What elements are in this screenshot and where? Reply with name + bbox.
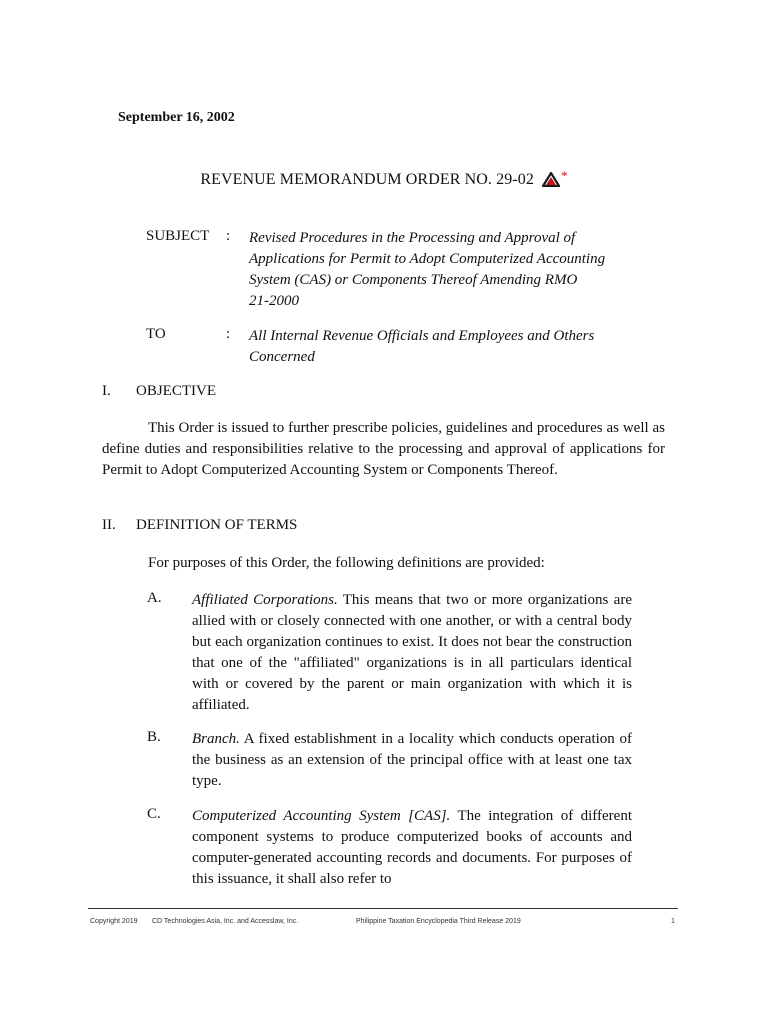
subject-line: 21-2000 bbox=[249, 293, 299, 309]
objective-paragraph bbox=[102, 418, 665, 481]
footer-page-number: 1 bbox=[671, 918, 675, 925]
definition-term: Branch. bbox=[192, 731, 240, 747]
definition-item-a bbox=[192, 590, 632, 716]
item-letter: C. bbox=[147, 806, 161, 822]
to-line: All Internal Revenue Officials and Employees and Others bbox=[249, 328, 595, 344]
definition-text: A fixed establishment in a locality which conducts operation of the business as an extension of the principal office with at least one tax type. bbox=[192, 731, 632, 789]
footer-divider bbox=[88, 908, 678, 909]
section-title-definitions: DEFINITION OF TERMS bbox=[136, 517, 298, 533]
subject-colon: : bbox=[226, 228, 231, 244]
to-text bbox=[249, 326, 669, 368]
title-star: * bbox=[561, 168, 568, 183]
subject-label: SUBJECT bbox=[146, 228, 210, 244]
definitions-intro: For purposes of this Order, the following definitions are provided: bbox=[148, 555, 545, 571]
document-title-line bbox=[0, 168, 768, 192]
definition-item-b bbox=[192, 729, 632, 792]
footer-copyright: Copyright 2019 bbox=[90, 918, 138, 925]
triangle-logo-icon bbox=[542, 172, 560, 192]
definition-item-c bbox=[192, 806, 632, 890]
item-letter: A. bbox=[147, 590, 162, 606]
definition-term: Affiliated Corporations. bbox=[192, 592, 338, 608]
definition-term: Computerized Accounting System [CAS]. bbox=[192, 808, 451, 824]
section-number: I. bbox=[102, 383, 111, 399]
footer-company: CD Technologies Asia, Inc. and Accesslaw, Inc. bbox=[152, 918, 299, 925]
document-title: REVENUE MEMORANDUM ORDER NO. 29-02 bbox=[200, 171, 534, 188]
footer-publication: Philippine Taxation Encyclopedia Third Release 2019 bbox=[356, 918, 521, 925]
subject-line: Revised Procedures in the Processing and Approval of bbox=[249, 230, 576, 246]
subject-line: System (CAS) or Components Thereof Amending RMO bbox=[249, 272, 578, 288]
subject-text bbox=[249, 228, 669, 312]
definition-text: The integration of different component systems to produce computerized books of accounts and computer-generated accounting records and documents. For purposes of this issuance, it shall also refer to bbox=[192, 808, 633, 887]
to-label: TO bbox=[146, 326, 166, 342]
objective-text: This Order is issued to further prescribe policies, guidelines and procedures as well as define duties and responsibilities relative to the processing and approval of applications for Permit to Adopt Computerized Accounting System or Components Thereof. bbox=[102, 420, 665, 478]
to-line: Concerned bbox=[249, 349, 315, 365]
to-colon: : bbox=[226, 326, 231, 342]
section-title-objective: OBJECTIVE bbox=[136, 383, 216, 399]
section-number: II. bbox=[102, 517, 116, 533]
definition-text: This means that two or more organizations are allied with or closely connected with one another, or with a central body but each organization continues to exist. It does not bear the construction that one of the "affiliated" organizations is in all particulars identical with or covered by the parent or main organization with which it is affiliated. bbox=[192, 592, 632, 713]
item-letter: B. bbox=[147, 729, 161, 745]
subject-line: Applications for Permit to Adopt Computerized Accounting bbox=[249, 251, 606, 267]
document-date: September 16, 2002 bbox=[118, 110, 235, 125]
